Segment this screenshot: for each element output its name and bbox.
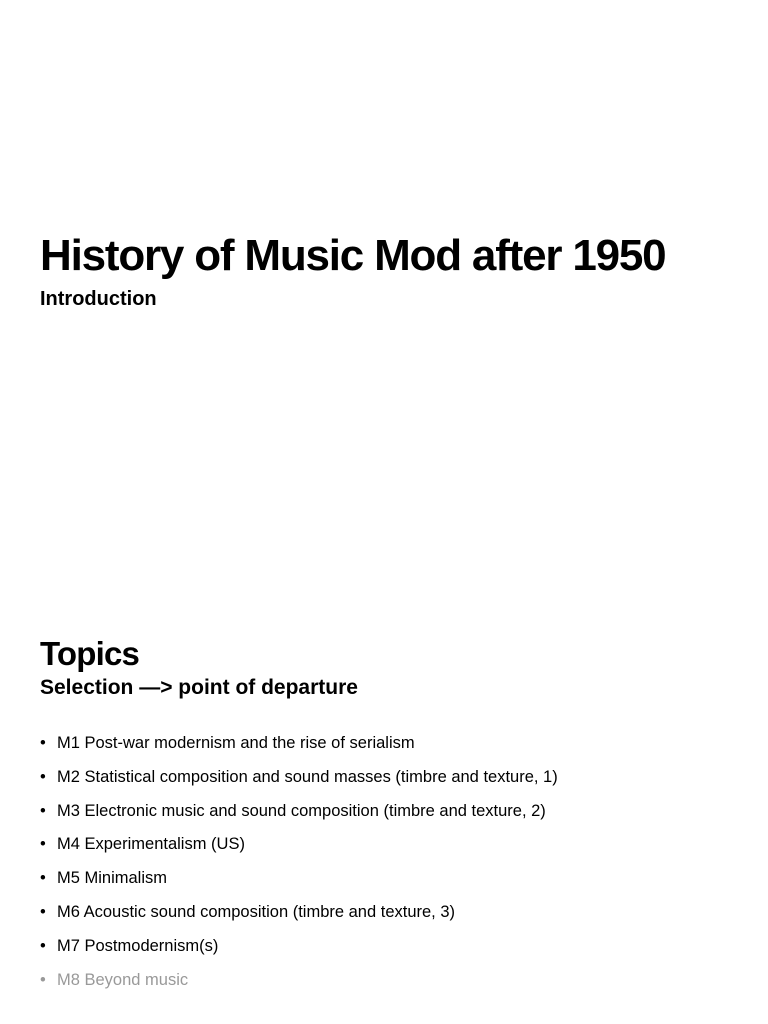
- topics-subtitle: Selection —> point of departure: [40, 676, 358, 699]
- bullet-icon: •: [40, 767, 46, 786]
- topic-item-m3: [40, 798, 558, 832]
- bullet-icon: •: [40, 835, 46, 854]
- topic-item-m1: [40, 730, 558, 764]
- topic-item-m6: [40, 899, 558, 933]
- topics-slide: [0, 512, 768, 1024]
- topic-list: [40, 730, 558, 1000]
- bullet-icon: •: [40, 734, 46, 752]
- topic-item-m8: [40, 967, 558, 1001]
- topic-item-text: M4 Experimentalism (US): [57, 835, 245, 854]
- topic-item-text: M7 Postmodernism(s): [57, 936, 219, 955]
- bullet-icon: •: [40, 902, 46, 921]
- topic-item-m4: [40, 831, 558, 865]
- presentation-title: History of Music Mod after 1950: [40, 231, 666, 280]
- topic-item-text: M3 Electronic music and sound composition (timbre and texture, 2): [57, 801, 546, 820]
- topic-item-m7: [40, 933, 558, 967]
- presentation-subtitle: Introduction: [40, 288, 157, 310]
- topic-item-text: M2 Statistical composition and sound masses (timbre and texture, 1): [57, 767, 558, 786]
- topic-item-m2: [40, 764, 558, 798]
- bullet-icon: •: [40, 936, 46, 955]
- topic-item-text: M8 Beyond music: [57, 970, 189, 989]
- bullet-icon: •: [40, 970, 46, 989]
- topic-item-text: M6 Acoustic sound composition (timbre and texture, 3): [57, 902, 456, 921]
- topic-item-text: M5 Minimalism: [57, 869, 168, 888]
- bullet-icon: •: [40, 801, 46, 820]
- topic-item-text: M1 Post-war modernism and the rise of serialism: [57, 734, 415, 752]
- topic-item-m5: [40, 865, 558, 899]
- bullet-icon: •: [40, 869, 46, 888]
- topics-title: Topics: [40, 635, 140, 672]
